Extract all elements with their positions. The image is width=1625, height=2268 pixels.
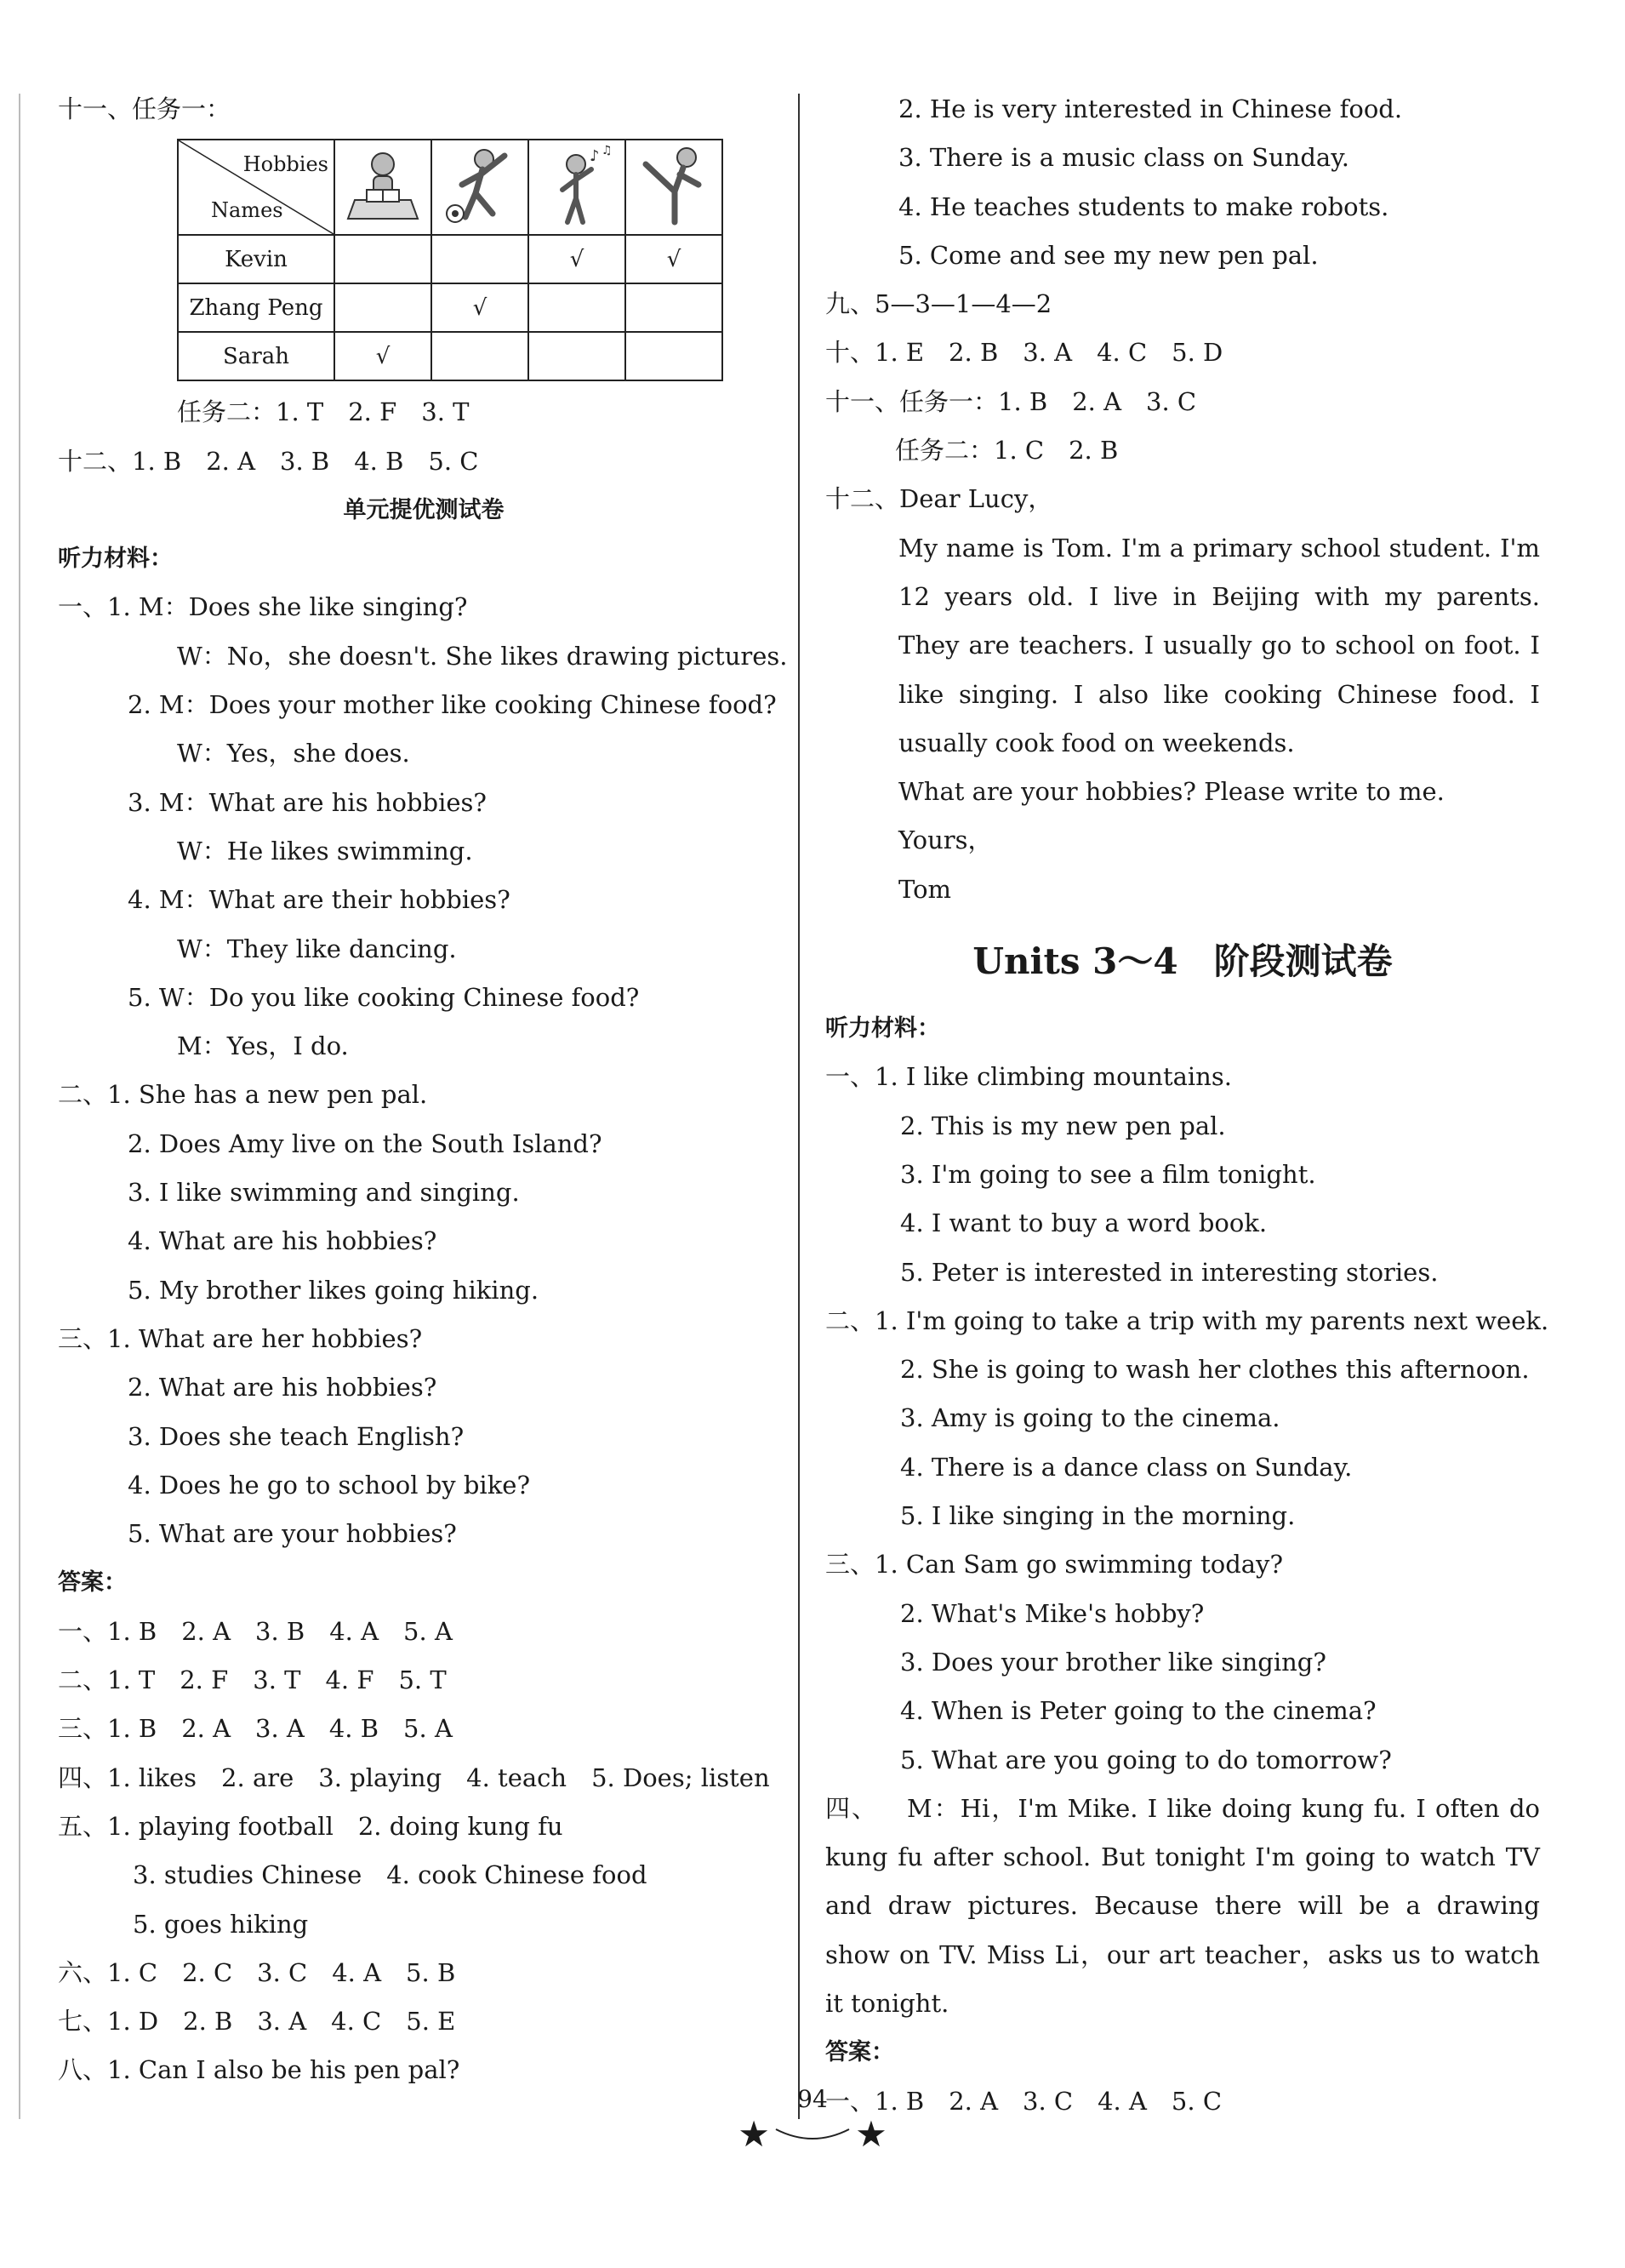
dialog-line: W：He likes swimming.: [177, 836, 473, 865]
table-row: [178, 332, 722, 380]
name-sarah: Sarah: [178, 332, 334, 380]
answer-line: 七、1. D 2. B 3. A 4. C 5. E: [58, 2007, 456, 2037]
hobby-football-cell: [431, 140, 528, 235]
listening-item: 3. Does she teach English?: [128, 1421, 465, 1451]
left-column: [58, 85, 790, 2095]
check-cell: [334, 235, 431, 283]
page-footer: [0, 2085, 1625, 2155]
listening-item: 5. I like singing in the morning.: [900, 1501, 1296, 1531]
answer-line: 五、1. playing football 2. doing kung fu: [58, 1811, 563, 1841]
listening-item: 2. What's Mike's hobby?: [900, 1598, 1205, 1628]
hobby-reading-cell: [334, 140, 431, 235]
listening-item: 4. I want to buy a word book.: [900, 1208, 1268, 1238]
letter-question: What are your hobbies? Please write to me.: [898, 777, 1445, 807]
listening-item: 二、1. I'm going to take a trip with my parents next week.: [825, 1305, 1549, 1335]
answers-label: 答案：: [58, 1569, 127, 1597]
hobby-kungfu-cell: [625, 140, 722, 235]
check-cell: [528, 283, 625, 332]
column-divider: [798, 94, 800, 2119]
dialog-line: 一、1. M：Does she like singing?: [58, 592, 468, 622]
letter-body: My name is Tom. I'm a primary school student. I'm 12 years old. I live in Beijing with my parents. They are teachers. I usually go to school on foot. I like singing. I also like cooking Chinese food. I usually cook food on weekends.: [898, 533, 1540, 757]
right-column: [825, 85, 1549, 2126]
listening-item: 5. Peter is interested in interesting stories.: [900, 1257, 1439, 1287]
singing-figure-icon: [530, 140, 624, 234]
svg-text:♫: ♫: [602, 144, 613, 158]
listening-item: 3. I like swimming and singing.: [128, 1178, 520, 1208]
listening-item: 5. What are your hobbies?: [128, 1519, 457, 1549]
name-zhang-peng: Zhang Peng: [178, 283, 334, 332]
table-corner-cell: [178, 140, 334, 235]
section-4-passage: [825, 1785, 1540, 2028]
section-11-header: 十一、任务一：: [58, 94, 231, 123]
corner-hobbies-label: Hobbies: [242, 152, 328, 177]
check-cell: [528, 332, 625, 380]
dialog-line: 5. W：Do you like cooking Chinese food?: [128, 982, 640, 1012]
check-cell: √: [334, 332, 431, 380]
corner-names-label: Names: [211, 198, 283, 223]
reading-figure-icon: [336, 140, 430, 234]
letter-signature: Tom: [898, 874, 952, 904]
answer-line: 六、1. C 2. C 3. C 4. A 5. B: [58, 1957, 456, 1987]
check-cell: [625, 283, 722, 332]
kungfu-figure-icon: [627, 140, 721, 234]
answer-line: 十、1. E 2. B 3. A 4. C 5. D: [825, 338, 1223, 368]
listening-item: 一、1. I like climbing mountains.: [825, 1062, 1232, 1092]
answers-label: 答案：: [825, 2039, 894, 2066]
answer-line: 八、1. Can I also be his pen pal?: [58, 2055, 460, 2085]
football-figure-icon: [433, 140, 527, 234]
listening-item: 4. What are his hobbies?: [128, 1226, 437, 1256]
dialog-line: 3. M：What are his hobbies?: [128, 787, 487, 817]
listening-item: 2. What are his hobbies?: [128, 1373, 437, 1403]
star-icon: ★: [738, 2113, 770, 2155]
listening-item: 4. When is Peter going to the cinema?: [900, 1696, 1377, 1726]
answer-line: 4. He teaches students to make robots.: [898, 191, 1389, 221]
hobby-singing-cell: [528, 140, 625, 235]
answer-line: 四、1. likes 2. are 3. playing 4. teach 5. Does; listen: [58, 1762, 770, 1792]
answer-line: 二、1. T 2. F 3. T 4. F 5. T: [58, 1665, 447, 1695]
answer-line: 一、1. B 2. A 3. B 4. A 5. A: [58, 1616, 453, 1646]
listening-item: 4. Does he go to school by bike?: [128, 1470, 530, 1500]
check-cell: [431, 235, 528, 283]
listening-item: 3. Does your brother like singing?: [900, 1647, 1326, 1677]
answer-line: 5. Come and see my new pen pal.: [898, 240, 1319, 270]
dialog-line: W：No，she doesn't. She likes drawing pictures.: [177, 641, 788, 671]
answer-line: 一、1. B 2. A 3. C 4. A 5. C: [825, 2086, 1223, 2116]
answer-line: 任务二：1. C 2. B: [895, 436, 1119, 466]
answer-line: 5. goes hiking: [133, 1909, 309, 1939]
answer-line: 九、5—3—1—4—2: [825, 289, 1052, 319]
check-cell: √: [625, 235, 722, 283]
listening-item: 3. I'm going to see a film tonight.: [900, 1159, 1316, 1189]
table-row: [178, 283, 722, 332]
dialog-line: 2. M：Does your mother like cooking Chinese food?: [128, 690, 777, 720]
check-cell: [625, 332, 722, 380]
section-4-label: 四、: [825, 1793, 879, 1823]
check-cell: [431, 332, 528, 380]
hobbies-table: [177, 139, 723, 381]
section-4-text: M：Hi，I'm Mike. I like doing kung fu. I often do kung fu after school. But tonight I'm going to watch TV and draw pictures. Because there will be a drawing show on TV. Miss Li，our art teacher，asks us to watch it tonight.: [825, 1793, 1540, 2018]
answer-line: 三、1. B 2. A 3. A 4. B 5. A: [58, 1714, 453, 1744]
unit-test-title: 单元提优测试卷: [343, 496, 505, 523]
check-cell: √: [528, 235, 625, 283]
dialog-line: W：Yes，she does.: [177, 739, 410, 768]
check-cell: √: [431, 283, 528, 332]
letter-greeting: 十二、Dear Lucy，: [825, 484, 1053, 514]
page-edge-line: [19, 94, 20, 2119]
listening-item: 三、1. What are her hobbies?: [58, 1323, 423, 1353]
answer-line: 3. There is a music class on Sunday.: [898, 143, 1349, 173]
listening-label: 听力材料：: [825, 1015, 940, 1043]
letter-closing: Yours，: [898, 826, 993, 855]
listening-item: 二、1. She has a new pen pal.: [58, 1080, 428, 1110]
answer-line: 十一、任务一：1. B 2. A 3. C: [825, 386, 1197, 416]
dialog-line: M：Yes，I do.: [177, 1031, 349, 1061]
listening-item: 5. What are you going to do tomorrow?: [900, 1745, 1392, 1774]
listening-item: 2. Does Amy live on the South Island?: [128, 1128, 602, 1158]
svg-text:♪: ♪: [590, 147, 600, 166]
check-cell: [334, 283, 431, 332]
star-icon: ★: [855, 2113, 887, 2155]
listening-item: 5. My brother likes going hiking.: [128, 1275, 539, 1305]
name-kevin: Kevin: [178, 235, 334, 283]
section-12-answers: 十二、1. B 2. A 3. B 4. B 5. C: [58, 446, 479, 476]
answer-line: 3. studies Chinese 4. cook Chinese food: [133, 1860, 647, 1890]
page-number: 94: [797, 2085, 828, 2113]
listening-item: 4. There is a dance class on Sunday.: [900, 1452, 1353, 1482]
listening-item: 三、1. Can Sam go swimming today?: [825, 1550, 1283, 1580]
listening-item: 2. She is going to wash her clothes this afternoon.: [900, 1355, 1530, 1385]
swoosh-decoration: [774, 2126, 851, 2143]
units-test-title: Units 3～4 阶段测试卷: [972, 940, 1393, 983]
listening-item: 2. This is my new pen pal.: [900, 1111, 1226, 1140]
listening-label: 听力材料：: [58, 546, 173, 573]
task-2-answers: 任务二：1. T 2. F 3. T: [177, 397, 470, 427]
table-row: [178, 235, 722, 283]
dialog-line: W：They like dancing.: [177, 934, 457, 963]
listening-item: 3. Amy is going to the cinema.: [900, 1403, 1280, 1433]
dialog-line: 4. M：What are their hobbies?: [128, 885, 510, 915]
answer-line: 2. He is very interested in Chinese food.: [898, 94, 1403, 123]
